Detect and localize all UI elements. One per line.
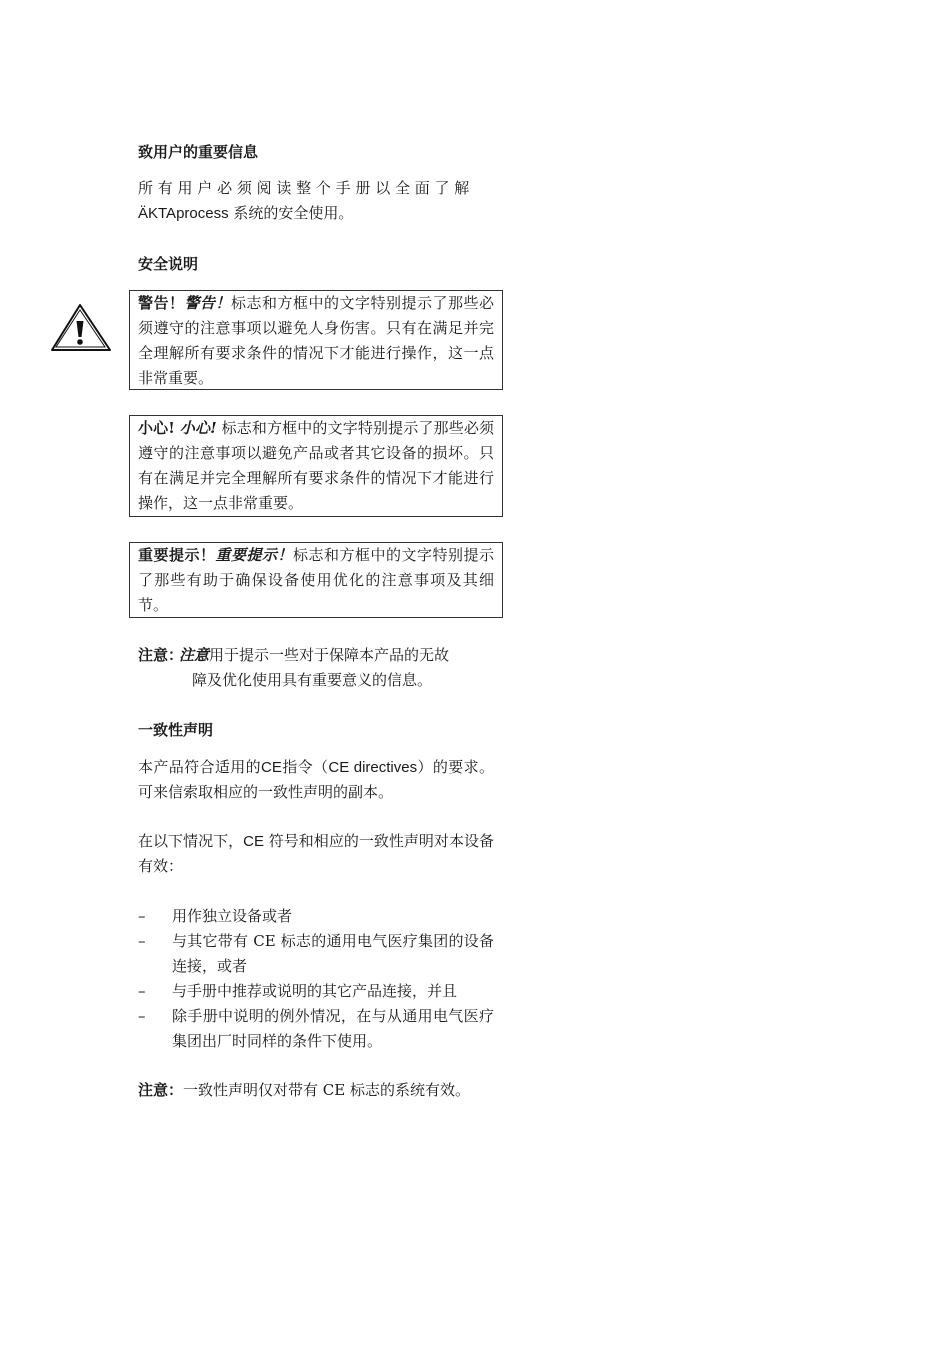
list-item [138, 1004, 494, 1054]
conformity-paragraph-1 [138, 755, 494, 805]
list-item [138, 979, 494, 1004]
conformity-list [138, 904, 494, 1054]
list-item [138, 904, 494, 929]
final-note-label: 注意： [138, 1081, 184, 1099]
safety-heading: 安全说明 [138, 255, 199, 273]
warning-triangle-icon [50, 303, 112, 353]
final-note-text: 一致性声明仅对带有 CE 标志的系统有效。 [183, 1081, 470, 1099]
safety-note [138, 643, 494, 693]
conformity-p1-directives: CE directives [328, 759, 418, 776]
note-label-italic: 注意 [179, 646, 210, 664]
conformity-p1-a: 本产品符合适用的 [138, 758, 262, 776]
caution-box [129, 415, 503, 517]
conformity-heading: 一致性声明 [138, 721, 214, 739]
note-text-2: 障及优化使用具有重要意义的信息。 [192, 671, 433, 689]
conformity-p1-c: ）的要求。可来信索取相应的一致性声明的副本。 [138, 758, 494, 801]
conformity-section [138, 720, 494, 740]
list-item-text: 与其它带有 CE 标志的通用电气医疗集团的设备连接，或者 [172, 932, 494, 975]
list-item [138, 929, 494, 979]
safety-section [138, 254, 494, 274]
conformity-p2-a: 在以下情况下， [138, 832, 244, 850]
list-item-text: 除手册中说明的例外情况，在与从通用电气医疗集团出厂时同样的条件下使用。 [172, 1007, 494, 1050]
warning-label: 警告！ [138, 294, 185, 312]
caution-label-italic: 小心! [179, 419, 217, 437]
conformity-p2-b: 符号和相应的一致性声明对本设备有效： [138, 832, 494, 875]
conformity-p1-b: 指令（ [281, 758, 329, 776]
list-item-text: 与手册中推荐或说明的其它产品连接，并且 [172, 982, 458, 1000]
warning-text: 标志和方框中的文字特别提示了那些必须遵守的注意事项以避免人身伤害。只有在满足并完全理解所有要求条件的情况下才能进行操作，这一点非常重要。 [138, 294, 494, 387]
final-note [138, 1078, 518, 1103]
list-dash: – [138, 982, 146, 1000]
important-label-italic: 重要提示！ [215, 546, 293, 564]
list-dash: – [138, 907, 146, 925]
important-box [129, 542, 503, 618]
warning-label-italic: 警告！ [184, 294, 231, 312]
user-info-line1: 所 有 用 户 必 须 阅 读 整 个 手 册 以 全 面 了 解 [138, 179, 470, 197]
user-info-line2: 系统的安全使用。 [228, 204, 354, 222]
caution-text: 标志和方框中的文字特别提示了那些必须遵守的注意事项以避免产品或者其它设备的损坏。只有在满足并完全理解所有要求条件的情况下才能进行操作，这一点非常重要。 [138, 419, 494, 512]
product-name: ÄKTAprocess [138, 205, 229, 222]
user-info-section [138, 142, 494, 162]
note-text-1: 用于提示一些对于保障本产品的无故 [209, 646, 450, 664]
user-info-heading: 致用户的重要信息 [138, 143, 259, 161]
list-dash: – [138, 1007, 146, 1025]
note-label: 注意： [138, 646, 184, 664]
list-item-text: 用作独立设备或者 [172, 907, 293, 925]
conformity-list-wrap [138, 904, 494, 1054]
conformity-p1-ce: CE [261, 759, 282, 776]
conformity-paragraph-2 [138, 829, 494, 879]
user-info-paragraph [138, 176, 494, 226]
list-dash: – [138, 932, 146, 950]
caution-label: 小心! [138, 419, 175, 437]
conformity-p2-ce: CE [243, 833, 264, 850]
warning-box [129, 290, 503, 390]
important-text: 标志和方框中的文字特别提示了那些有助于确保设备使用优化的注意事项及其细节。 [138, 546, 494, 614]
important-label: 重要提示！ [138, 546, 216, 564]
